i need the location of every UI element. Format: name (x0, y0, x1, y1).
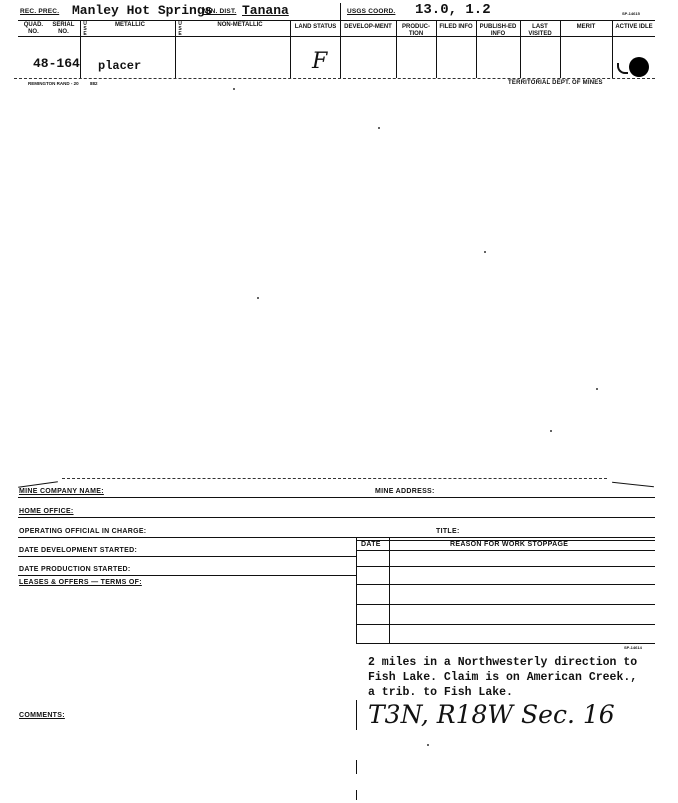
col-active-idle: ACTIVE IDLE (615, 24, 653, 30)
card-bottom-perforation (14, 78, 655, 79)
comments-divider-bottom (356, 790, 357, 800)
title-label: TITLE: (436, 528, 460, 535)
paper-speck (484, 251, 486, 253)
stoppage-reason-header: REASON FOR WORK STOPPAGE (450, 541, 569, 548)
comments-divider (356, 700, 357, 730)
paper-speck (233, 88, 235, 90)
department-name: TERRITORIAL DEPT. OF MINES (508, 80, 603, 86)
min-dist-label: MIN. DIST. (203, 8, 237, 15)
stoppage-table-divider (389, 537, 390, 643)
col-quad-serial (19, 22, 79, 36)
stoppage-row-line (356, 624, 655, 625)
paper-speck (550, 430, 552, 432)
idle-filled-dot (629, 57, 649, 77)
col-filed-info: FILED INFO (439, 24, 473, 30)
leases-label: LEASES & OFFERS — TERMS OF: (19, 579, 142, 586)
stoppage-row-line (356, 643, 655, 644)
date-production-label: DATE PRODUCTION STARTED: (19, 566, 131, 573)
row-line (18, 575, 356, 576)
rec-prec-value: Manley Hot Springs (72, 3, 213, 18)
row-line (18, 517, 655, 518)
row-line (18, 556, 356, 557)
col-divider (520, 21, 521, 78)
col-divider (436, 21, 437, 78)
col-quad-no: QUAD. NO. (23, 22, 44, 35)
back-top-perforation (62, 478, 607, 479)
usgs-coord-label: USGS COORD. (347, 8, 396, 15)
date-development-label: DATE DEVELOPMENT STARTED: (19, 547, 138, 554)
paper-speck (257, 297, 259, 299)
active-check-mark (617, 63, 628, 74)
paper-speck (596, 388, 598, 390)
col-land-status: LAND STATUS (294, 24, 337, 30)
col-divider (290, 21, 291, 78)
rec-prec-label: REC. PREC. (20, 8, 60, 15)
record-land-status: F (312, 49, 328, 74)
stoppage-row-line (356, 584, 655, 585)
back-corner-stroke-left (18, 481, 58, 488)
col-divider (396, 21, 397, 78)
back-corner-stroke-right (612, 482, 654, 487)
form-number-top: SP-14615 (622, 11, 640, 16)
mine-company-name-label: MINE COMPANY NAME: (19, 488, 104, 495)
col-last-visited: LAST VISITED (528, 24, 552, 37)
min-dist-value: Tanana (242, 3, 289, 18)
col-divider (476, 21, 477, 78)
record-metallic-value: placer (98, 59, 142, 73)
notes-line-3: a trib. to Fish Lake. (368, 686, 513, 699)
row-line (18, 497, 655, 498)
col-divider (560, 21, 561, 78)
col-divider (612, 21, 613, 78)
notes-line-1: 2 miles in a Northwesterly direction to (368, 656, 638, 669)
col-serial-no: SERIAL NO. (52, 22, 75, 35)
stoppage-date-header: DATE (361, 541, 381, 548)
row-line (18, 537, 655, 538)
handwritten-location: T3N, R18W Sec. 16 (368, 700, 615, 729)
mine-address-label: MINE ADDRESS: (375, 488, 435, 495)
notes-line-2: Fish Lake. Claim is on American Creek., (368, 671, 638, 684)
printer-name: REMINGTON RAND - 20 (28, 81, 79, 86)
col-divider (340, 21, 341, 78)
col-published-info: PUBLISH-ED INFO (479, 24, 517, 37)
stoppage-row-line (356, 566, 655, 567)
header-divider (340, 3, 341, 20)
record-serial: 48-164 (33, 56, 80, 71)
col-non-metallic: NON-METALLIC (217, 22, 263, 28)
printer-imprint (28, 81, 97, 86)
paper-speck (427, 744, 429, 746)
col-use-metallic: U S E (83, 21, 87, 37)
home-office-label: HOME OFFICE: (19, 508, 74, 515)
col-development: DEVELOP-MENT (344, 24, 392, 30)
comments-divider-lower (356, 760, 357, 774)
printer-code: 882 (89, 81, 98, 86)
paper-speck (378, 127, 380, 129)
col-production: PRODUC-TION (402, 24, 430, 37)
stoppage-row-line (356, 604, 655, 605)
col-metallic: METALLIC (115, 22, 145, 28)
col-divider (175, 21, 176, 78)
col-divider (80, 21, 81, 78)
stoppage-table-left (356, 537, 357, 643)
comments-label: COMMENTS: (19, 712, 65, 719)
form-number-back: SP-14614 (624, 645, 642, 650)
col-use-nonmetallic: U S E (178, 21, 182, 37)
operating-official-label: OPERATING OFFICIAL IN CHARGE: (19, 528, 147, 535)
col-merit: MERIT (576, 24, 596, 30)
usgs-coord-value: 13.0, 1.2 (415, 2, 491, 18)
stoppage-row-line (356, 550, 655, 551)
